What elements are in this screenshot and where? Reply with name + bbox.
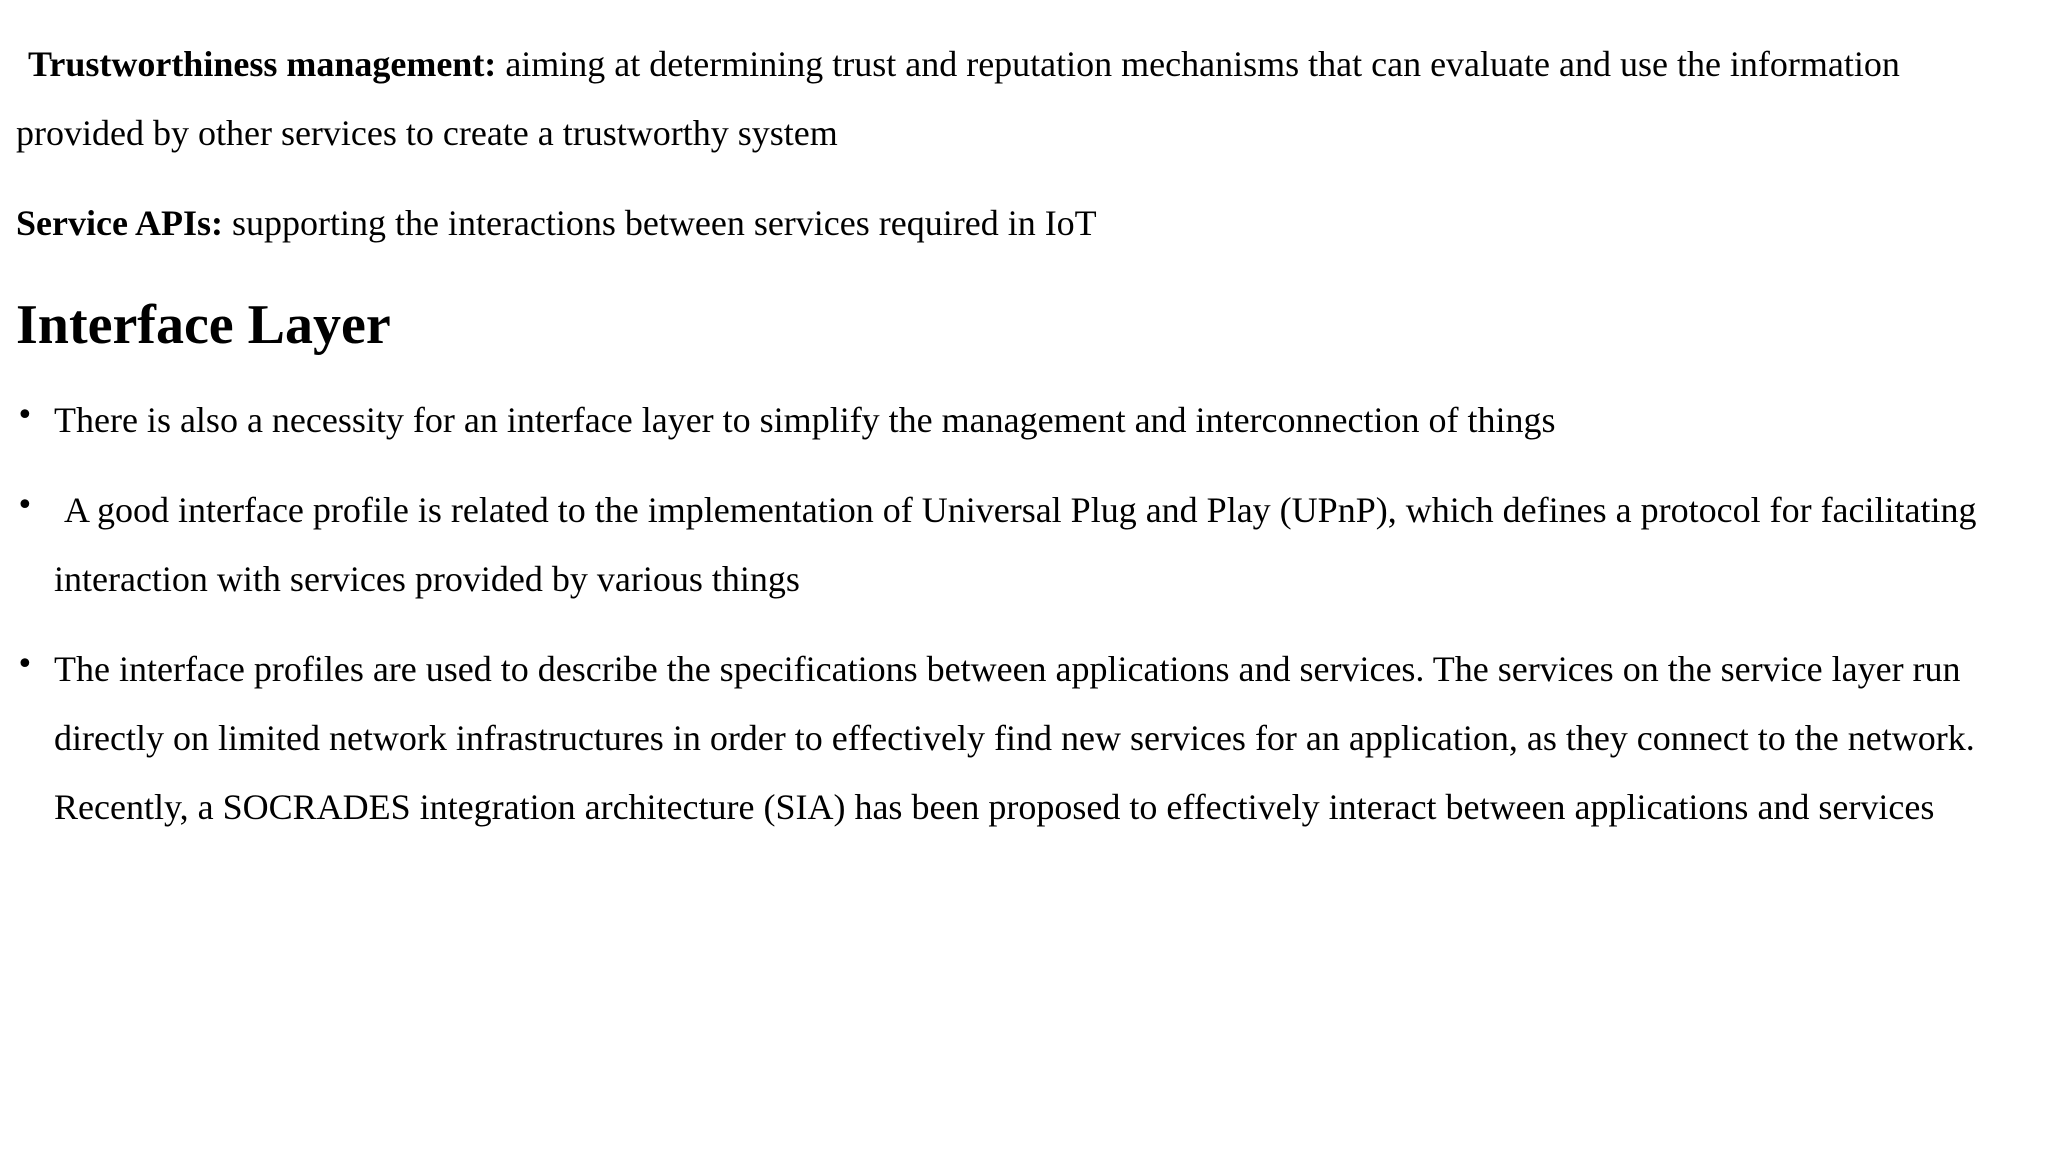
bullet-item [16, 635, 2032, 842]
bullet-item [16, 476, 2032, 614]
bullet-icon: • [16, 398, 34, 433]
trustworthiness-text: aiming at determining trust and reputation mechanisms that can evaluate and use the information provided by other services to create a trustworthy system [16, 44, 1900, 153]
service-apis-paragraph [16, 189, 2032, 258]
trustworthiness-term: Trustworthiness management: [28, 44, 497, 84]
service-apis-term: Service APIs: [16, 203, 223, 243]
document-page [16, 30, 2032, 863]
bullet-item [16, 386, 2032, 455]
service-apis-text: supporting the interactions between services required in IoT [222, 203, 1097, 243]
bullet-text: A good interface profile is related to the implementation of Universal Plug and Play (UPnP), which defines a protocol for facilitating interaction with services provided by various things [54, 490, 1977, 599]
bullet-text: There is also a necessity for an interface layer to simplify the management and interconnection of things [54, 400, 1556, 440]
bullet-text: The interface profiles are used to describe the specifications between applications and services. The services on the service layer run directly on limited network infrastructures in order to effectively find new services for an application, as they connect to the network. Recently, a SOCRADES integration architecture (SIA) has been proposed to effectively interact between applications and services [54, 649, 1975, 827]
section-heading: Interface Layer [16, 294, 391, 356]
bullet-icon: • [16, 488, 34, 523]
trustworthiness-paragraph [16, 30, 2032, 168]
bullet-list [16, 386, 2032, 842]
bullet-icon: • [16, 647, 34, 682]
